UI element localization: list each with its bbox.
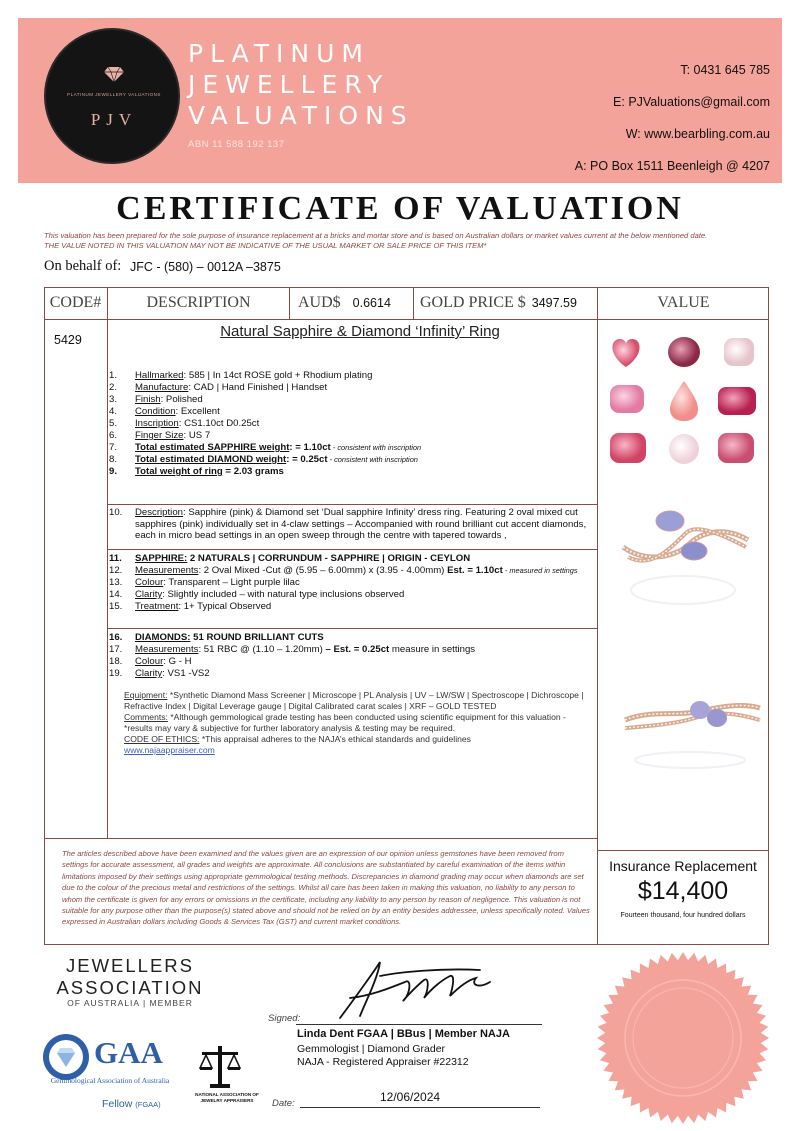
- ethics-label: CODE OF ETHICS:: [124, 734, 200, 744]
- line-label: Clarity: [135, 589, 163, 600]
- line-number: 6.: [109, 430, 118, 441]
- spec-line: [109, 577, 300, 589]
- comments-text: *Although gemmological grade testing has been conducted using scientific equipment for this valuation - *results may vary & subjective for further laboratory analysis & testing may be required.: [124, 712, 566, 733]
- line-label: Measurements: [135, 565, 199, 576]
- logo-monogram: PJV: [90, 110, 138, 129]
- header-description: DESCRIPTION: [108, 287, 290, 320]
- insurance-value: $14,400: [637, 877, 729, 905]
- ethics-text: *This appraisal adheres to the NAJA’s ethical standards and guidelines: [199, 734, 471, 744]
- fellow-label: Fellow: [102, 1098, 133, 1110]
- aud-value: 0.6614: [352, 296, 391, 310]
- spec-line: [109, 370, 372, 382]
- spec-line: [109, 632, 324, 644]
- line-note: - consistent with inscription: [327, 455, 418, 464]
- ring-photo-front: [608, 495, 758, 625]
- spec-line: [109, 656, 192, 668]
- line-label: SAPPHIRE:: [135, 553, 188, 564]
- line-number: 8.: [109, 454, 118, 465]
- line-label: Treatment: [135, 601, 179, 612]
- signature-line: [296, 1024, 542, 1025]
- line-label: Hallmarked: [135, 370, 184, 381]
- jaa-line-2: ASSOCIATION: [56, 977, 204, 998]
- line-label: Colour: [135, 577, 164, 588]
- signer-name: Linda Dent FGAA | BBus | Member NAJA: [297, 1028, 510, 1040]
- line-value: : G - H: [163, 656, 192, 667]
- row-divider: [598, 850, 769, 851]
- line-number: 11.: [109, 553, 122, 564]
- gaa-badge-icon: [42, 1033, 90, 1081]
- letterhead-banner: [18, 18, 782, 183]
- line-label: Inscription: [135, 418, 179, 429]
- item-title: Natural Sapphire & Diamond ‘Infinity’ Ring: [220, 323, 500, 340]
- line-label: Condition: [135, 406, 176, 417]
- handwritten-signature: [320, 958, 510, 1022]
- column-divider: [597, 320, 598, 945]
- cushion-gem: [718, 387, 756, 415]
- line-label: Manufacture: [135, 382, 189, 393]
- line-number: 14.: [109, 589, 123, 600]
- header-code: CODE#: [44, 287, 108, 320]
- ring-photo-side: [620, 680, 765, 780]
- spec-line: [109, 589, 404, 601]
- jaa-logo: [50, 955, 210, 999]
- insurance-label: Insurance Replacement: [609, 858, 757, 874]
- line-number: 3.: [109, 394, 118, 405]
- row-divider: [108, 504, 598, 505]
- line-value: : 51 RBC @ (1.10 – 1.20mm): [198, 644, 326, 655]
- row-divider: [44, 838, 598, 839]
- spec-line: [109, 454, 418, 466]
- behalf-label: On behalf of:: [44, 258, 122, 274]
- date-label: Date:: [272, 1098, 295, 1109]
- gaa-logo-text: GAA: [94, 1035, 163, 1070]
- line-label: Colour: [135, 656, 164, 667]
- date-value: 12/06/2024: [380, 1090, 441, 1104]
- line-value: : VS1 -VS2: [162, 668, 210, 679]
- naja-line-2: JEWELRY APPRAISERS: [200, 1098, 254, 1103]
- brand-name: [188, 38, 414, 131]
- cushion-gem: [610, 385, 644, 413]
- line-note: measure in settings: [389, 644, 476, 655]
- line-number: 1.: [109, 370, 118, 381]
- spec-line: [109, 601, 271, 613]
- signer-registration: NAJA - Registered Appraiser #22312: [297, 1056, 469, 1068]
- postal-address: A: PO Box 1511 Beenleigh @ 4207: [574, 159, 770, 173]
- date-line: [300, 1107, 540, 1108]
- spec-line: [109, 406, 220, 418]
- naja-link[interactable]: www.najaappraiser.com: [124, 745, 215, 755]
- spec-line: [109, 553, 470, 565]
- abn-number: ABN 11 588 192 137: [188, 139, 285, 150]
- cushion-gem: [718, 433, 754, 463]
- row-divider: [108, 628, 598, 629]
- gaa-fellow: [102, 1098, 161, 1110]
- disclaimer-line-2: THE VALUE NOTED IN THIS VALUATION MAY NOT BE INDICATIVE OF THE USUAL MARKET OR SALE PRICE OF THIS ITEM*: [44, 241, 487, 250]
- equipment-text: *Synthetic Diamond Mass Screener | Microscope | PL Analysis | UV – LW/SW | Spectroscope | Dichroscope | Refractive Index | Digital Leverage gauge | Digital Calibrated carat scales | XRF – GOLD TESTED: [124, 690, 584, 711]
- line-estimate: Est. = 1.10ct: [447, 565, 503, 576]
- naja-line-1: NATIONAL ASSOCIATION OF: [195, 1092, 259, 1097]
- line-number: 13.: [109, 577, 123, 588]
- comments-label: Comments:: [124, 712, 168, 722]
- brand-line-2: JEWELLERY: [188, 70, 390, 99]
- line-label: Finger Size: [135, 430, 184, 441]
- equipment-note: [124, 690, 592, 712]
- spec-line: [109, 565, 578, 577]
- line-value: : 2 Oval Mixed -Cut @ (5.95 – 6.00mm) x (3.95 - 4.00mm): [198, 565, 448, 576]
- line-label: Clarity: [135, 668, 163, 679]
- line-number: 9.: [109, 466, 118, 477]
- description-body: : Sapphire (pink) & Diamond set ‘Dual sapphire Infinity’ dress ring. Featuring 2 oval mixed cut sapphires (pink) individually set in 4-claw settings – Accompanied with round brilliant cut accent diamonds, each in micro bead settings in an open sweep through the centre with tapered towards ,: [135, 507, 587, 542]
- website: W: www.bearbling.com.au: [625, 127, 770, 141]
- brand-line-1: PLATINUM: [188, 39, 370, 68]
- line-number: 12.: [109, 565, 123, 576]
- line-number: 2.: [109, 382, 118, 393]
- spec-line: [109, 430, 210, 442]
- line-number: 16.: [109, 632, 123, 643]
- behalf-value: JFC - (580) – 0012A –3875: [130, 260, 281, 274]
- embossed-seal: [590, 950, 776, 1126]
- line-value: : 1+ Typical Observed: [178, 601, 272, 612]
- row-divider: [108, 549, 598, 550]
- gold-label: GOLD PRICE $: [420, 294, 526, 311]
- line-value: : Excellent: [175, 406, 220, 417]
- line-number: 4.: [109, 406, 118, 417]
- spec-line: [109, 418, 259, 430]
- line-value: : Transparent – Light purple lilac: [163, 577, 300, 588]
- phone: T: 0431 645 785: [680, 63, 770, 77]
- logo-small-text: PLATINUM JEWELLERY VALUATIONS: [67, 92, 161, 97]
- spec-line: [109, 466, 284, 478]
- ethics-note: [124, 734, 592, 745]
- line-note: - measured in settings: [502, 566, 578, 575]
- line-value: 2 NATURALS | CORRUNDUM - SAPPHIRE | ORIGIN - CEYLON: [187, 553, 471, 564]
- line-number: 5.: [109, 418, 118, 429]
- line-estimate: – Est. = 0.25ct: [325, 644, 390, 655]
- line-label: Total estimated DIAMOND weight: [135, 454, 287, 465]
- gold-value: 3497.59: [531, 296, 577, 310]
- line-value: : = 0.25ct: [286, 454, 328, 465]
- spec-line: [109, 382, 327, 394]
- cushion-gem: [610, 433, 646, 463]
- heart-gem: [612, 339, 639, 367]
- scales-icon: [198, 1042, 242, 1090]
- equipment-label: Equipment:: [124, 690, 168, 700]
- fellow-abbrev: (FGAA): [135, 1100, 161, 1109]
- brand-line-3: VALUATIONS: [188, 101, 414, 130]
- line-label: Measurements: [135, 644, 199, 655]
- line-label: Total weight of ring: [135, 466, 223, 477]
- naja-name: [182, 1092, 272, 1104]
- spec-line: [109, 668, 210, 680]
- line-value: : Polished: [160, 394, 203, 405]
- contact-details: [575, 54, 770, 182]
- certificate-title: CERTIFICATE OF VALUATION: [116, 190, 684, 227]
- line-value: = 2.03 grams: [222, 466, 284, 477]
- item-code: 5429: [54, 333, 82, 347]
- comments-note: [124, 712, 592, 734]
- line-value: : US 7: [183, 430, 211, 441]
- spec-line-number: [109, 507, 135, 519]
- description-text: [135, 507, 597, 542]
- description-label: Description: [135, 507, 183, 518]
- line-number: 17.: [109, 644, 123, 655]
- spec-line: [109, 394, 203, 406]
- signer-role: Gemmologist | Diamond Grader: [297, 1043, 446, 1055]
- line-label: Finish: [135, 394, 161, 405]
- line-number: 15.: [109, 601, 123, 612]
- line-value: : CS1.10ct D0.25ct: [178, 418, 260, 429]
- oval-gem: [668, 337, 700, 367]
- signed-label: Signed:: [268, 1013, 301, 1024]
- aud-label: AUD$: [298, 294, 341, 311]
- diamond-icon: [104, 66, 124, 82]
- disclaimer-line-1: This valuation has been prepared for the sole purpose of insurance replacement at a bricks and mortar store and is based on Australian dollars or market values current at the below mentioned date.: [44, 231, 708, 240]
- pear-gem: [670, 381, 698, 421]
- line-label: Total estimated SAPPHIRE weight: [135, 442, 290, 453]
- email: E: PJValuations@gmail.com: [613, 95, 770, 109]
- spec-line: [109, 442, 421, 454]
- line-number: 7.: [109, 442, 118, 453]
- line-number: 10.: [109, 507, 123, 518]
- round-gem: [669, 434, 699, 464]
- line-value: : CAD | Hand Finished | Handset: [188, 382, 328, 393]
- line-number: 19.: [109, 668, 123, 679]
- line-label: DIAMONDS:: [135, 632, 191, 643]
- insurance-words: Fourteen thousand, four hundred dollars: [620, 912, 746, 919]
- header-value: VALUE: [598, 287, 769, 320]
- jaa-member-text: OF AUSTRALIA | MEMBER: [67, 998, 193, 1008]
- legal-footer: The articles described above have been examined and the values given are an expression of our opinion unless gemstones have been removed from settings for accurate assessment, all grades and weights are approximate. All conclusions are substantiated by careful examination of the items within limitations imposed by their settings using appropriate gemmological testing methods. Discrepancies in diamond grading may occur when diamonds are set due to the colour of the precious metal and restrictions of the settings. Whilst all care has been taken in making this valuation, no liability to any person to whom the certificate is given for any errors or omissions in the certificate, including any liability to any person by reason of negligence. This valuation is not suitable for any purpose other than the purpose(s) stated above and should not be relied on by an entity besides addressee, unless specifically noted. Values expressed in Australian dollars including Goods & Services Tax (GST) and current market conditions.: [62, 849, 590, 927]
- line-number: 18.: [109, 656, 123, 667]
- testing-notes: [124, 690, 592, 756]
- line-value: : = 1.10ct: [289, 442, 331, 453]
- gaa-full-name: Gemmological Association of Australia: [50, 1076, 170, 1085]
- disclaimer: [44, 231, 774, 251]
- cushion-gem: [724, 338, 754, 366]
- header-gold-price: [414, 287, 598, 320]
- line-note: - consistent with inscription: [330, 443, 422, 452]
- line-value: : 585 | In 14ct ROSE gold + Rhodium plating: [183, 370, 373, 381]
- header-aud: [290, 287, 414, 320]
- pjv-logo: [44, 28, 180, 164]
- spec-line: [109, 644, 475, 656]
- line-value: : Slightly included – with natural type inclusions observed: [162, 589, 405, 600]
- gemstone-photos: [604, 333, 764, 473]
- jaa-line-1: JEWELLERS: [65, 955, 194, 976]
- line-value: 51 ROUND BRILLIANT CUTS: [190, 632, 324, 643]
